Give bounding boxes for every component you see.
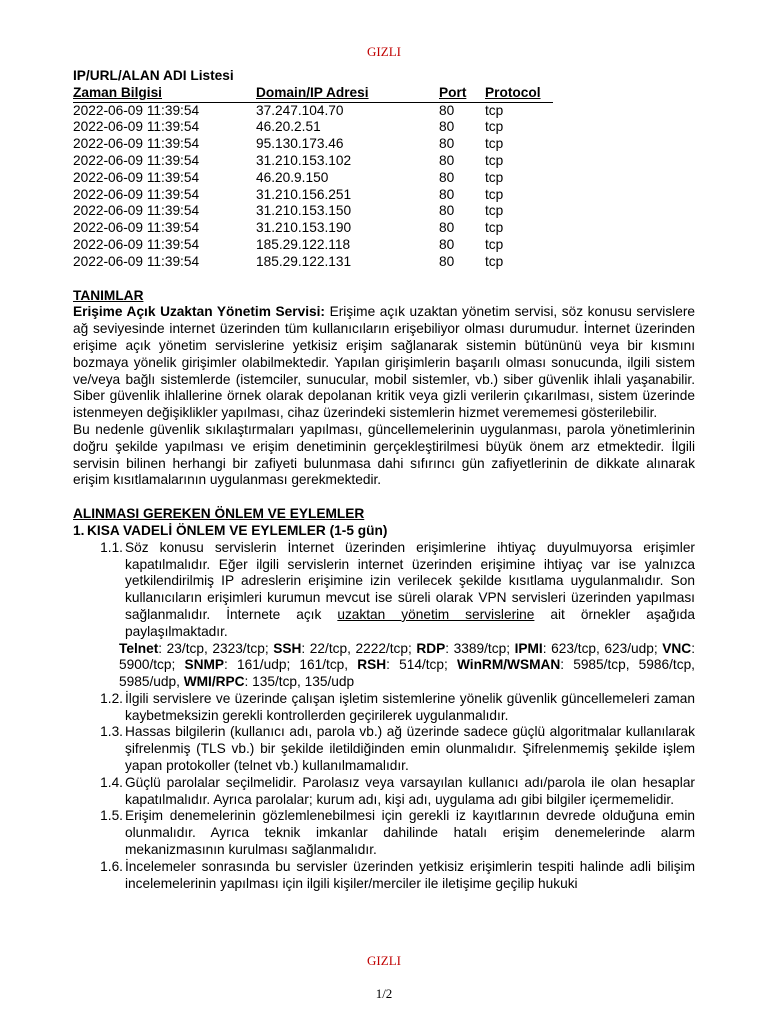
cell-domain-ip: 31.210.156.251: [256, 186, 352, 202]
port-service-value: : 23/tcp, 2323/tcp;: [158, 640, 274, 656]
cell-protocol: tcp: [485, 220, 504, 236]
cell-domain-ip: 31.210.153.102: [256, 152, 352, 168]
cell-domain-ip: 31.210.153.150: [256, 203, 352, 219]
cell-domain-ip: 31.210.153.190: [256, 220, 352, 236]
port-service-name: RSH: [357, 657, 387, 673]
cell-domain-ip: 185.29.122.118: [256, 236, 351, 252]
short-term-heading: [73, 523, 695, 540]
cell-port: 80: [439, 119, 455, 135]
port-service-value: : 22/tcp, 2222/tcp;: [301, 640, 417, 656]
port-service-name: WinRM/WSMAN: [456, 657, 561, 673]
cell-port: 80: [439, 152, 455, 168]
definitions-paragraph-1: [73, 304, 695, 422]
port-service-name: VNC: [662, 640, 692, 656]
table-row: [73, 220, 553, 237]
action-item: [73, 808, 695, 858]
table-row: [73, 170, 553, 187]
cell-protocol: tcp: [485, 152, 504, 168]
classification-footer: GIZLI: [367, 953, 401, 968]
short-term-title: KISA VADELİ ÖNLEM VE EYLEMLER (1-5 gün): [87, 522, 388, 538]
actions-heading: ALINMASI GEREKEN ÖNLEM VE EYLEMLER: [73, 506, 365, 522]
cell-port: 80: [439, 236, 455, 252]
port-service-name: Telnet: [119, 640, 159, 656]
action-item: [73, 859, 695, 893]
cell-time: 2022-06-09 11:39:54: [73, 220, 200, 236]
action-item-1-1: [73, 540, 695, 641]
port-service-name: IPMI: [514, 640, 543, 656]
port-service-value: : 5985/tcp, 5986/tcp, 5985/udp,: [119, 657, 695, 690]
table-row: [73, 136, 553, 153]
table-row: [73, 254, 553, 271]
action-item-text: [125, 540, 695, 641]
port-service-value: : 5900/tcp;: [119, 640, 695, 673]
table-row: [73, 119, 553, 136]
page-number: 1/2: [375, 986, 393, 1001]
definitions-heading: TANIMLAR: [73, 287, 144, 303]
port-service-value: : 135/tcp, 135/udp: [244, 674, 355, 690]
cell-domain-ip: 46.20.2.51: [256, 119, 321, 135]
port-service-value: : 3389/tcp;: [445, 640, 515, 656]
col-header-time: Zaman Bilgisi: [73, 84, 162, 100]
list-title: IP/URL/ALAN ADI Listesi: [73, 68, 234, 83]
cell-port: 80: [439, 136, 455, 152]
cell-time: 2022-06-09 11:39:54: [73, 253, 200, 269]
action-item-number: 1.4.: [100, 774, 123, 790]
action-item-number: 1.5.: [100, 808, 123, 824]
action-items: [73, 691, 695, 893]
action-item: [73, 775, 695, 809]
action-text-part: Söz konusu servislerin İnternet üzerinden erişimlerine ihtiyaç duyulmuyorsa erişimler kapatılmalıdır. Eğer ilgili servislerin internet üzerinden erişimine ihtiyaç var ise yalnızca yetkilendirilmiş IP adreslerin erişimine izin verilecek şekilde kısıtlama uygulanmalıdır. Son kullanıcıların erişimleri kurumun mevcut ise süreli olarak VPN servisleri üzerinden yapılması sağlanmalıdır. İnternete açık: [125, 539, 695, 622]
cell-port: 80: [439, 186, 455, 202]
port-service-name: SNMP: [184, 657, 225, 673]
ip-list-table: [73, 85, 553, 271]
table-row: [73, 203, 553, 220]
cell-port: 80: [439, 220, 455, 236]
cell-time: 2022-06-09 11:39:54: [73, 169, 200, 185]
cell-protocol: tcp: [485, 119, 504, 135]
cell-domain-ip: 46.20.9.150: [256, 169, 329, 185]
port-service-name: RDP: [416, 640, 446, 656]
action-item: [73, 691, 695, 725]
action-item-number: 1.1.: [100, 539, 123, 555]
table-row: [73, 187, 553, 204]
cell-protocol: tcp: [485, 102, 504, 118]
table-row: [73, 102, 553, 119]
cell-protocol: tcp: [485, 186, 504, 202]
cell-time: 2022-06-09 11:39:54: [73, 236, 200, 252]
remote-service-ports: [119, 641, 695, 691]
cell-domain-ip: 95.130.173.46: [256, 136, 344, 152]
action-item-text: İncelemeler sonrasında bu servisler üzerinden yetkisiz erişimlerin tespiti halinde adli bilişim incelemelerinin yapılması için ilgili kişiler/merciler ile iletişime geçilip hukuki: [125, 858, 695, 891]
action-item-text: Güçlü parolalar seçilmelidir. Parolasız veya varsayılan kullanıcı adı/parola ile olan hesaplar kapatılmalıdır. Ayrıca parolalar; kurum adı, kişi adı, uygulama adı gibi bilgiler içermemelidir.: [125, 774, 695, 807]
port-service-value: : 161/udp; 161/tcp,: [224, 657, 358, 673]
remote-services-link-text: uzaktan yönetim servislerine: [337, 606, 535, 622]
action-item: [73, 724, 695, 774]
cell-port: 80: [439, 253, 455, 269]
table-row: [73, 237, 553, 254]
cell-time: 2022-06-09 11:39:54: [73, 186, 200, 202]
cell-protocol: tcp: [485, 203, 504, 219]
cell-port: 80: [439, 102, 455, 118]
definition-term: Erişime Açık Uzaktan Yönetim Servisi:: [73, 304, 325, 320]
definition-text: Erişime açık uzaktan yönetim servisi, söz konusu servislere ağ seviyesinde internet üzerinden tüm kullanıcıların erişebiliyor olması durumudur. İnternet üzerinden erişime açık yönetim servislerine yetkisiz erişim sağlanarak sistemin bütününü veya bir kısmını bozmaya yönelik girişimler olabilmektedir. Yapılan girişimlerin başarılı olması sonucunda, ilgili sistem ve/veya bağlı sistemlerde (istemciler, sunucular, mobil sistemler, vb.) siber güvenlik ihlali yaşanabilir. Siber güvenlik ihlallerine örnek olarak depolanan kritik veya gizli verilerin çıkarılması, sistem üzerinde istenmeyen değişiklikler yapılması, cihaz üzerindeki sistemlerin hizmet verememesi gösterilebilir.: [73, 304, 695, 421]
port-service-value: : 623/tcp, 623/udp;: [542, 640, 663, 656]
cell-port: 80: [439, 169, 455, 185]
col-header-domain-ip: Domain/IP Adresi: [256, 84, 369, 100]
cell-domain-ip: 185.29.122.131: [256, 253, 352, 269]
action-item-text: İlgili servislere ve üzerinde çalışan işletim sistemlerine yönelik güvenlik güncellemeleri zaman kaybetmeksizin gerekli kontrollerden geçirilerek uygulanmalıdır.: [125, 690, 695, 723]
cell-time: 2022-06-09 11:39:54: [73, 152, 200, 168]
cell-protocol: tcp: [485, 236, 504, 252]
cell-time: 2022-06-09 11:39:54: [73, 203, 200, 219]
cell-time: 2022-06-09 11:39:54: [73, 119, 200, 135]
short-term-number: 1.: [73, 522, 85, 538]
cell-time: 2022-06-09 11:39:54: [73, 102, 200, 118]
port-service-name: SSH: [273, 640, 302, 656]
col-header-protocol: Protocol: [485, 84, 541, 100]
action-item-number: 1.2.: [100, 690, 123, 706]
action-item-text: Hassas bilgilerin (kullanıcı adı, parola vb.) ağ üzerinde sadece güçlü algoritmalar kullanılarak şifrelenmiş (TLS vb.) bir şekilde iletildiğinden emin olunmalıdır. Şifrelenmemiş şekilde işlem yapan protokoller (telnet vb.) kullanılmamalıdır.: [125, 724, 695, 774]
action-text-part: ait örnekler aşağıda paylaşılmaktadır.: [125, 606, 695, 639]
action-item-text: Erişim denemelerinin gözlemlenebilmesi için gerekli iz kayıtlarının devrede olduğuna emin olunmalıdır. Ayrıca teknik imkanlar dahilinde hatalı erişim denemelerinde alarm mekanizmasının kurulması sağlanmalıdır.: [125, 808, 695, 858]
definitions-paragraph-2: Bu nedenle güvenlik sıkılaştırmaları yapılması, güncellemelerinin uygulanması, parola yönetimlerinin doğru şekilde yapılması ve erişim denetiminin gerçekleştirilmesi büyük önem arz etmektedir. İlgili servisin bilinen herhangi bir zafiyeti bulunmasa dahi sıfırıncı gün zafiyetlerinin de dikkate alınarak erişim kısıtlamalarının uygulanması gerekmektedir.: [73, 421, 695, 488]
table-body: [73, 102, 553, 270]
cell-time: 2022-06-09 11:39:54: [73, 136, 200, 152]
col-header-port: Port: [439, 84, 467, 100]
cell-protocol: tcp: [485, 253, 504, 269]
port-service-name: WMI/RPC: [183, 674, 245, 690]
port-service-value: : 514/tcp;: [386, 657, 457, 673]
document-body: [73, 68, 695, 892]
table-row: [73, 153, 553, 170]
action-item-number: 1.3.: [100, 724, 123, 740]
classification-header: GIZLI: [367, 44, 401, 59]
table-header-row: [73, 85, 553, 102]
cell-port: 80: [439, 203, 455, 219]
cell-domain-ip: 37.247.104.70: [256, 102, 344, 118]
cell-protocol: tcp: [485, 136, 504, 152]
action-item-number: 1.6.: [100, 858, 123, 874]
cell-protocol: tcp: [485, 169, 504, 185]
